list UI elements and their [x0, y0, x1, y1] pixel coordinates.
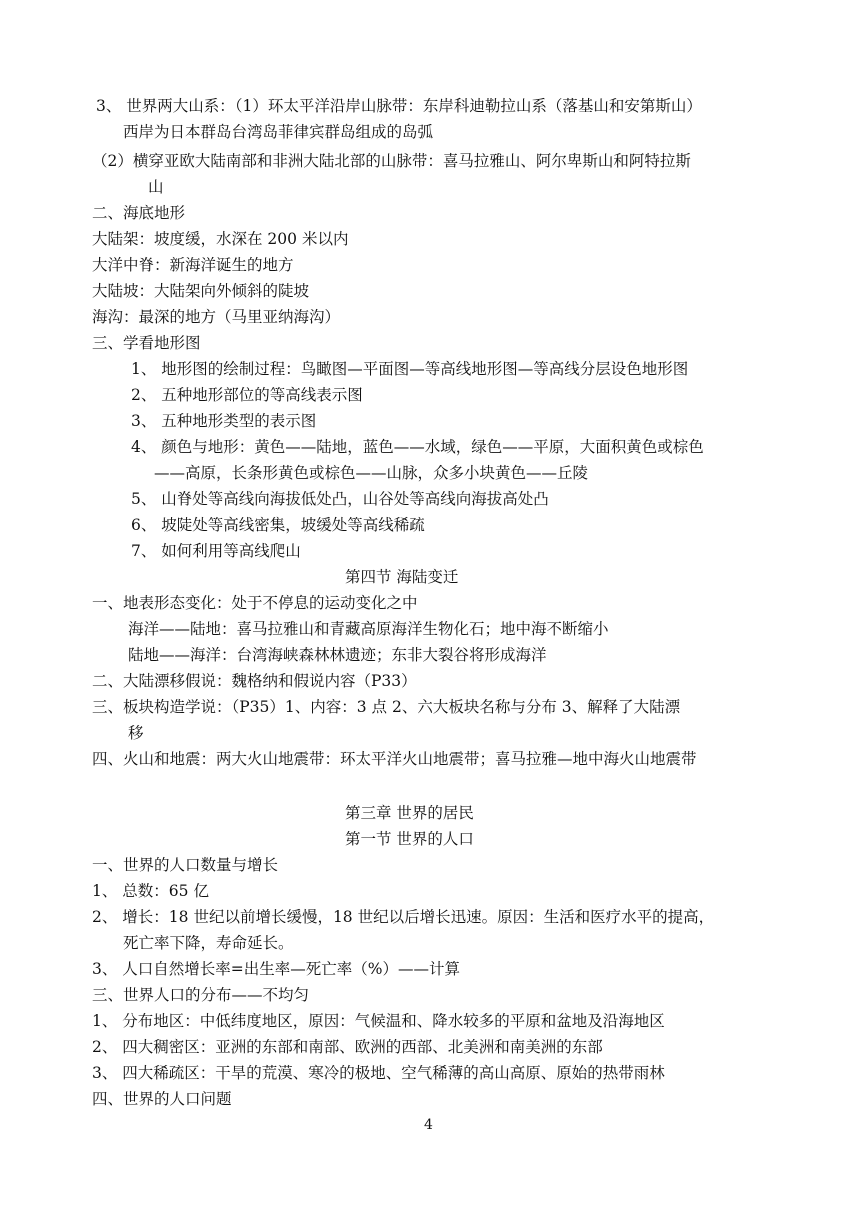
section-heading: 三、学看地形图 [92, 334, 201, 352]
list-item: 3、 人口自然增长率=出生率—死亡率（%）——计算 [92, 960, 461, 978]
text-line: 大陆架：坡度缓，水深在 200 米以内 [92, 230, 349, 248]
list-item: 2、 四大稠密区：亚洲的东部和南部、欧洲的西部、北美洲和南美洲的东部 [92, 1038, 603, 1056]
list-item: 1、 分布地区：中低纬度地区，原因：气候温和、降水较多的平原和盆地及沿海地区 [92, 1012, 665, 1030]
text-line: 海洋——陆地：喜马拉雅山和青藏高原海洋生物化石；地中海不断缩小 [128, 620, 609, 638]
list-item: 5、 山脊处等高线向海拔低处凸，山谷处等高线向海拔高处凸 [131, 490, 549, 508]
list-item: 1、 总数：65 亿 [92, 882, 209, 900]
list-item: 3、 五种地形类型的表示图 [131, 412, 317, 430]
text-line: 海沟：最深的地方（马里亚纳海沟） [92, 308, 341, 326]
text-line: 山 [148, 178, 164, 196]
chapter-title: 第三章 世界的居民 [345, 804, 474, 822]
section-heading: 三、世界人口的分布——不均匀 [92, 986, 310, 1004]
text-line: 陆地——海洋：台湾海峡森林林遗迹；东非大裂谷将形成海洋 [128, 646, 547, 664]
section-title: 第一节 世界的人口 [345, 830, 474, 848]
list-item: 2、 增长：18 世纪以前增长缓慢，18 世纪以后增长迅速。原因：生活和医疗水平的提高， [92, 908, 715, 926]
list-item: 2、 五种地形部位的等高线表示图 [131, 386, 363, 404]
section-heading: 四、火山和地震：两大火山地震带：环太平洋火山地震带；喜马拉雅—地中海火山地震带 [92, 750, 697, 768]
list-item: 7、 如何利用等高线爬山 [131, 542, 301, 560]
list-item: 4、 颜色与地形：黄色——陆地，蓝色——水域，绿色——平原，大面积黄色或棕色 [131, 438, 704, 456]
text-line: ——高原，长条形黄色或棕色——山脉，众多小块黄色——丘陵 [154, 464, 589, 482]
list-item: 6、 坡陡处等高线密集，坡缓处等高线稀疏 [131, 516, 425, 534]
text-line: 3、 世界两大山系：（1）环太平洋沿岸山脉带：东岸科迪勒拉山系（落基山和安第斯山） [96, 97, 702, 115]
text-line: （2）横穿亚欧大陆南部和非洲大陆北部的山脉带：喜马拉雅山、阿尔卑斯山和阿特拉斯 [92, 152, 691, 170]
list-item: 1、 地形图的绘制过程：鸟瞰图—平面图—等高线地形图—等高线分层设色地形图 [131, 360, 689, 378]
section-heading: 四、世界的人口问题 [92, 1090, 232, 1108]
text-line: 大陆坡：大陆架向外倾斜的陡坡 [92, 282, 310, 300]
text-line: 西岸为日本群岛台湾岛菲律宾群岛组成的岛弧 [123, 123, 434, 141]
text-line: 死亡率下降，寿命延长。 [123, 934, 294, 952]
section-heading: 一、地表形态变化：处于不停息的运动变化之中 [92, 594, 418, 612]
section-heading: 二、海底地形 [92, 204, 186, 222]
page-number: 4 [424, 1117, 433, 1133]
text-line: 大洋中脊：新海洋诞生的地方 [92, 256, 294, 274]
section-heading: 三、板块构造学说：（P35）1、内容：3 点 2、六大板块名称与分布 3、解释了大陆漂 [92, 698, 681, 716]
list-item: 3、 四大稀疏区：干旱的荒漠、寒冷的极地、空气稀薄的高山高原、原始的热带雨林 [92, 1064, 665, 1082]
section-heading: 一、世界的人口数量与增长 [92, 856, 279, 874]
text-line: 移 [128, 724, 144, 742]
section-heading: 二、大陆漂移假说：魏格纳和假说内容（P33） [92, 672, 417, 690]
section-title: 第四节 海陆变迁 [345, 568, 459, 586]
